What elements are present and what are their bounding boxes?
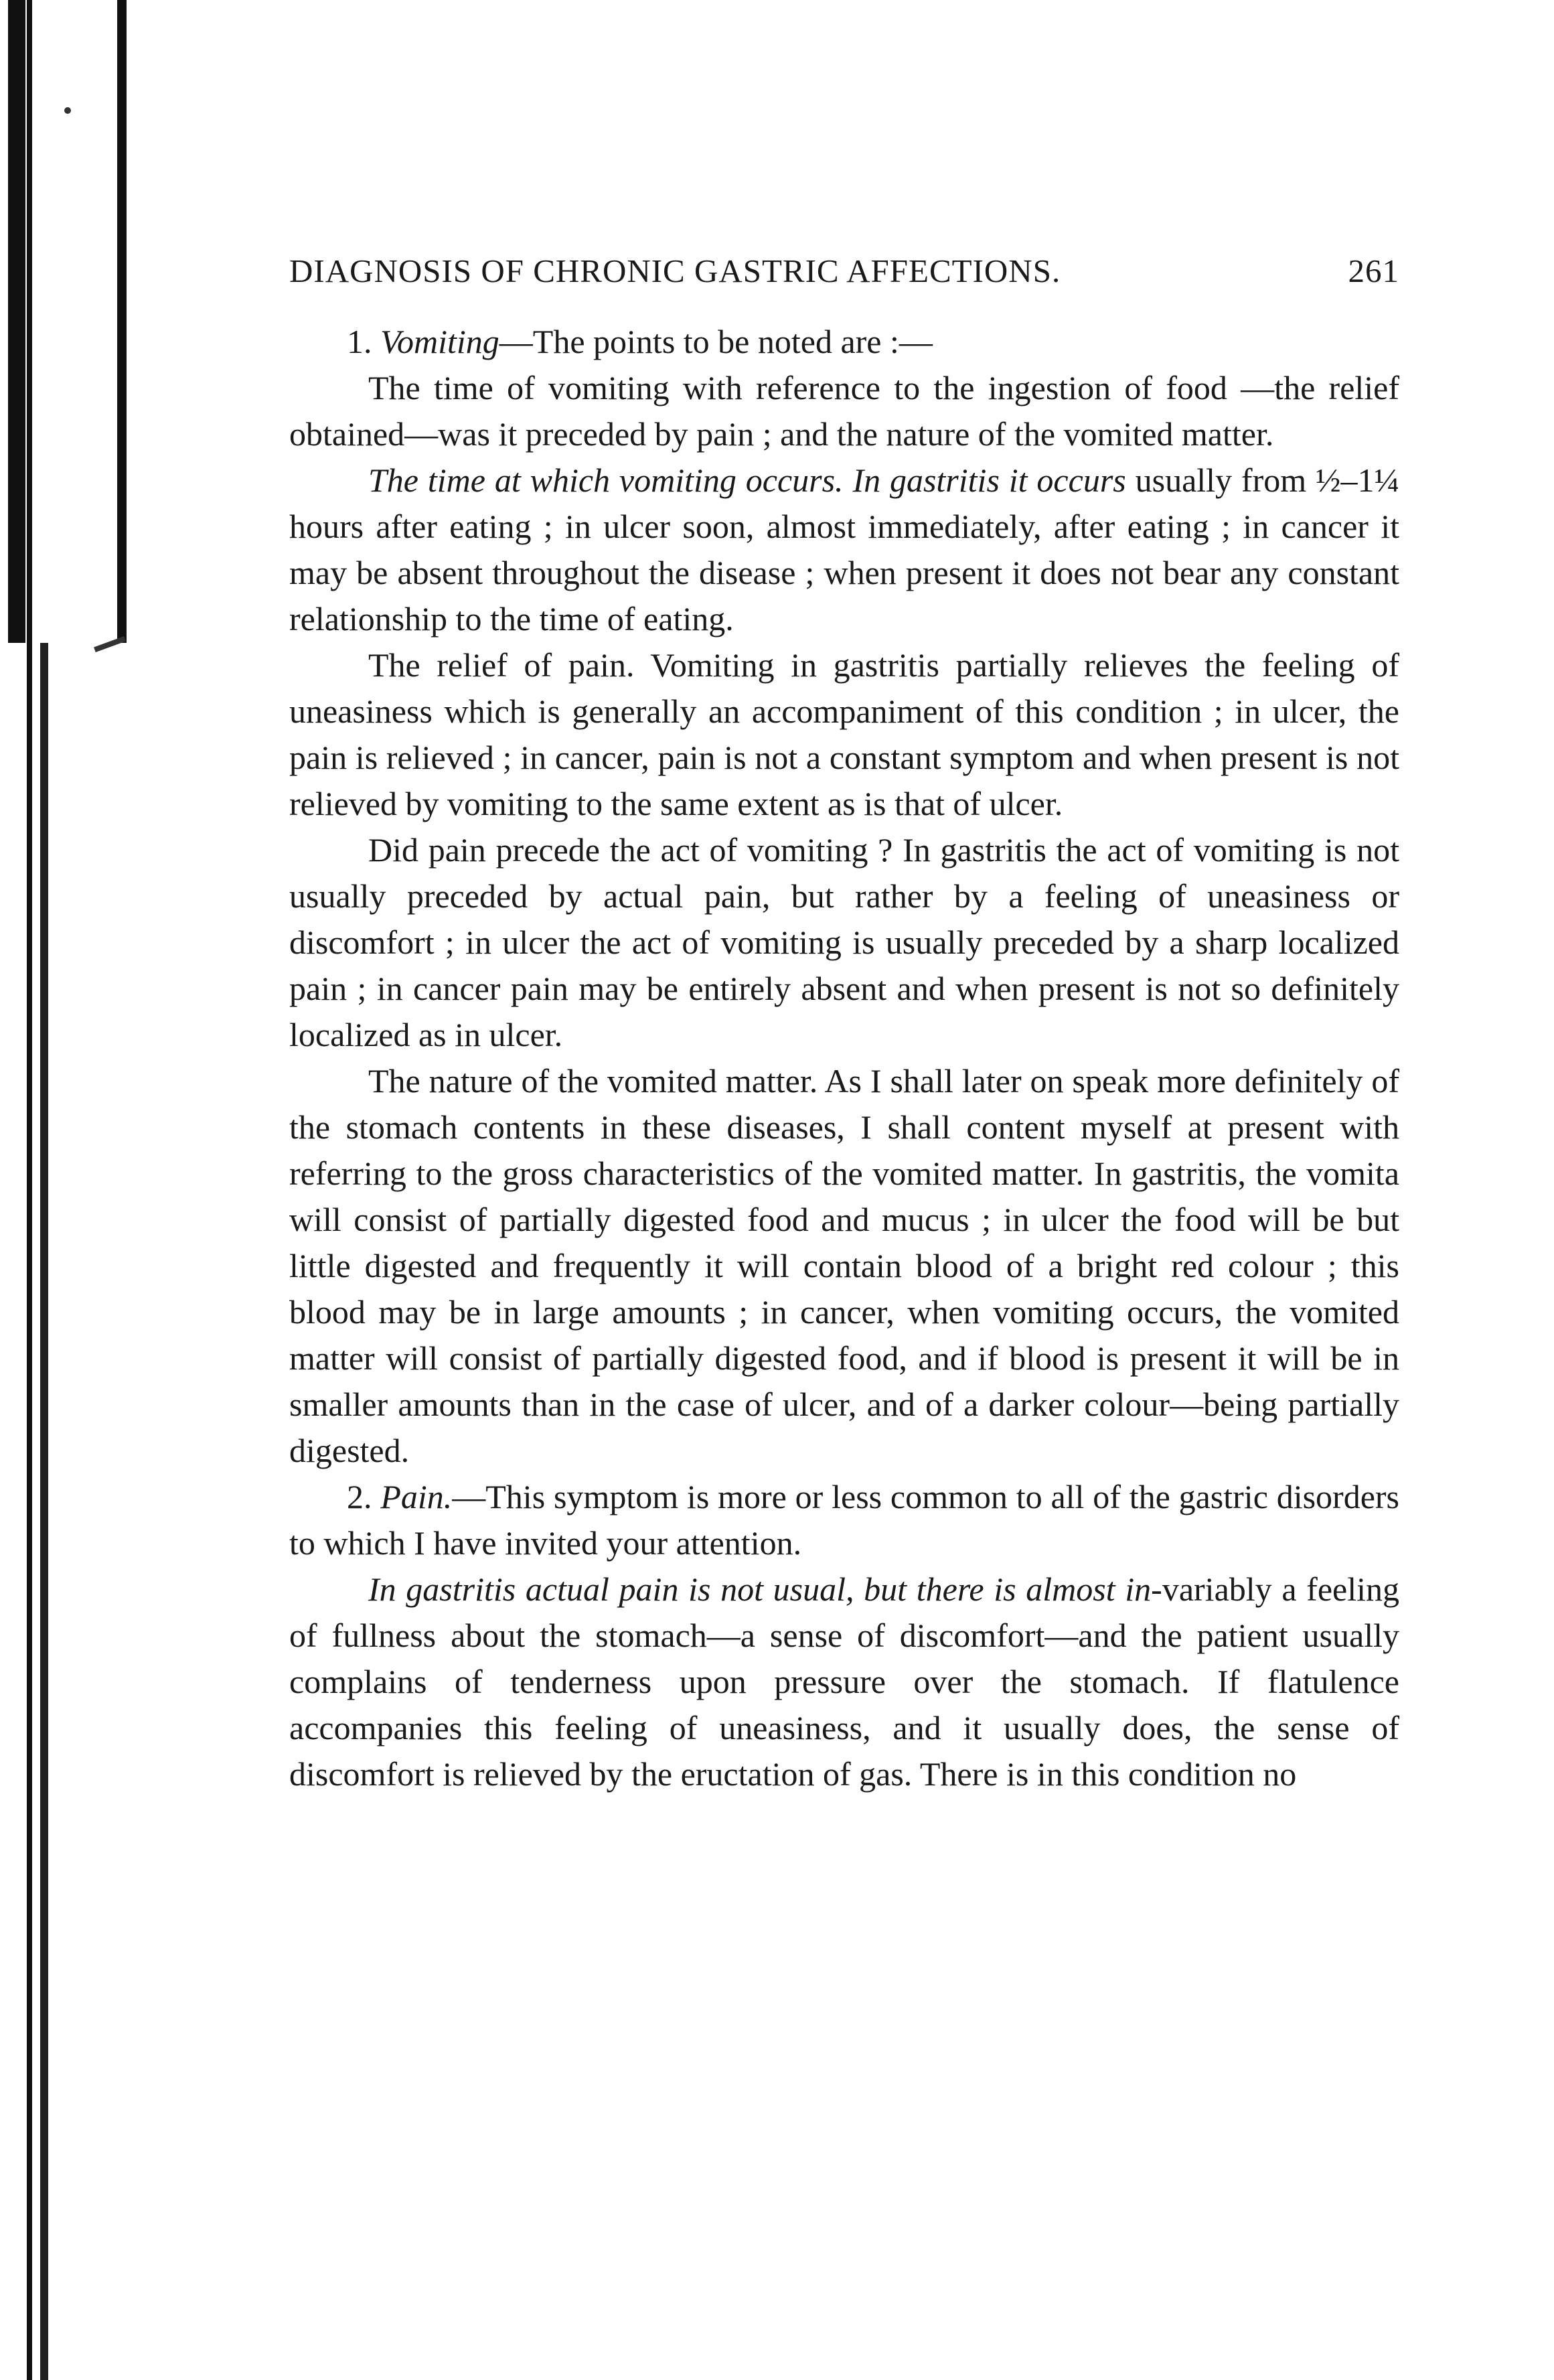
section-heading: Vomiting	[380, 323, 499, 360]
paragraph-text: In gastritis the act of vomiting is not usually preceded by actual pain, but rather by a feeling of uneasiness or discomfort ; in ulcer the act of vomiting is usually preceded by a sharp localized pain ; in cancer pain may be entirely absent and when present is not so definitely localized as in ulcer.	[289, 831, 1399, 1053]
binding-edge-inner	[117, 0, 127, 643]
paragraph-text: —The points to be noted are :—	[499, 323, 933, 360]
paragraph-text: The time of vomiting with reference to the ingestion of food —the relief obtained—was it preceded by pain ; and the nature of the vomited matter.	[289, 369, 1399, 453]
page-content	[289, 252, 1399, 1797]
scan-speck	[64, 107, 71, 114]
paragraph-lead: The nature of the vomited matter.	[368, 1062, 818, 1100]
binding-edge-shadow	[8, 0, 25, 643]
paragraph-pain-precede	[289, 827, 1399, 1058]
paragraph-text: variably a feeling of fullness about the stomach—a sense of discomfort—and the patient usually complains of tenderness upon pressure over the stomach. If flatulence accompanies this feeling of uneasiness, and it usually does, the sense of discomfort is relieved by the eructation of gas. There is in this condition no	[289, 1570, 1399, 1793]
paragraph-lead: The relief of pain.	[368, 646, 635, 684]
paragraph-text: usually from ½–1¼ hours after eating ; in ulcer soon, almost immediately, after eating ; in cancer it may be absent throughout the disease ; when present it does not bear any constant relationship to the time of eating.	[289, 461, 1399, 638]
paragraph-relief-of-pain	[289, 642, 1399, 827]
paragraph-lead: The time at which vomiting occurs.	[368, 461, 844, 499]
section-heading: Pain.	[380, 1478, 453, 1515]
paragraph-points	[289, 365, 1399, 457]
paragraph-text: Vomiting in gastritis partially relieves the feeling of uneasiness which is generally an accompaniment of this condition ; in ulcer, the pain is relieved ; in cancer, pain is not a constant symptom and when present is not relieved by vomiting to the same extent as is that of ulcer.	[289, 646, 1399, 822]
paragraph-lead-italic: In gastritis actual pain is not usual, but there is almost in-	[368, 1570, 1162, 1608]
binding-edge-line	[27, 0, 32, 2380]
paragraph-time-of-vomiting	[289, 457, 1399, 642]
paragraph-vomiting-heading	[289, 319, 1399, 365]
running-title: DIAGNOSIS OF CHRONIC GASTRIC AFFECTIONS.	[289, 252, 1061, 289]
section-number: 1.	[347, 323, 372, 360]
paragraph-lead: Did pain precede the act of vomiting ?	[368, 831, 893, 869]
section-number: 2.	[347, 1478, 372, 1515]
paragraph-vomited-matter	[289, 1058, 1399, 1474]
paragraph-gastritis-pain	[289, 1566, 1399, 1797]
page-number: 261	[1348, 252, 1399, 289]
paragraph-text: —This symptom is more or less common to all of the gastric disorders to which I have invited your attention.	[289, 1478, 1400, 1562]
scan-mark	[94, 636, 126, 652]
paragraph-pain-heading	[289, 1474, 1399, 1566]
running-header	[289, 252, 1399, 299]
binding-edge-lower	[40, 643, 48, 2380]
paragraph-text: As I shall later on speak more definitely of the stomach contents in these diseases, I shall content myself at present with referring to the gross characteristics of the vomited matter. In gastritis, the vomita will consist of partially digested food and mucus ; in ulcer the food will be but little digested and frequently it will contain blood of a bright red colour ; this blood may be in large amounts ; in cancer, when vomiting occurs, the vomited matter will consist of partially digested food, and if blood is present it will be in smaller amounts than in the case of ulcer, and of a darker colour—being partially digested.	[289, 1062, 1399, 1469]
paragraph-lead-italic: In gastritis it occurs	[852, 461, 1126, 499]
